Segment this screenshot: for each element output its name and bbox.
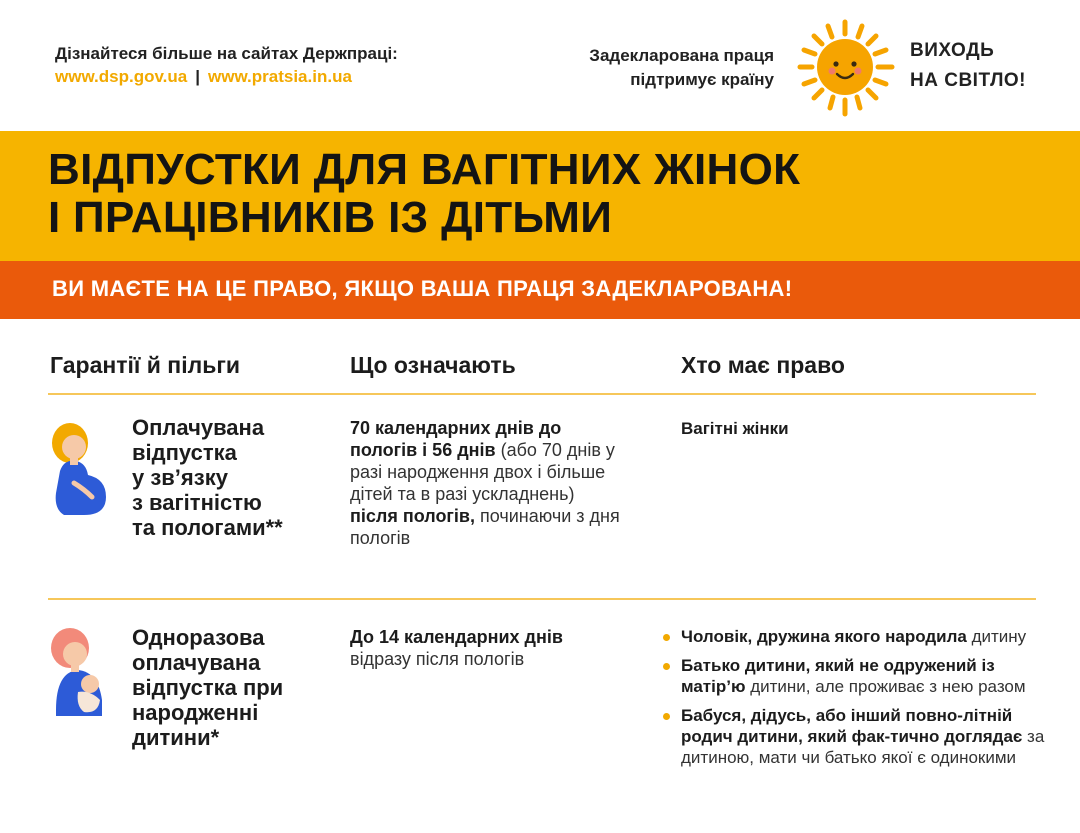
benefit-title-line: дитини* [132,725,220,750]
meaning-bold: 70 календарних днів до пологів і 56 днів [350,418,562,460]
list-item-bold: Бабуся, дідусь, або інший повно-літній родич дитини, який фак-тично доглядає [681,706,1023,746]
row-divider [48,598,1036,600]
column-header-eligible: Хто має право [681,352,845,378]
benefit-title-line: та пологами** [132,515,283,540]
meaning-text: відразу після пологів [350,649,525,669]
pregnant-woman-icon [44,413,114,523]
meaning-text: починаючи з дня пологів [350,506,620,548]
campaign-line-2: НА СВІТЛО! [910,70,1027,91]
benefit-title-childbirth [132,625,332,750]
page-title [48,146,800,242]
campaign-line-1: ВИХОДЬ [910,40,995,61]
link-separator: | [195,67,200,86]
column-header-benefits: Гарантії й пільги [50,352,241,378]
site-link-pratsia[interactable]: www.pratsia.in.ua [208,67,352,86]
eligible-maternity [681,418,1051,439]
benefit-title-line: Оплачувана [132,415,265,440]
benefit-title-line: оплачувана [132,650,261,675]
benefit-title-maternity [132,415,332,540]
slogan-line-2: підтримує країну [630,70,774,89]
benefit-title-line: відпустка [132,440,237,465]
header-divider [48,393,1036,395]
meaning-text: (або 70 днів у разі народження двох і більше дітей та в разі ускладнень) [350,440,615,504]
list-item-text: дитину [966,627,1027,646]
sun-logo-icon [790,10,900,120]
list-item-bold: Батько дитини, який не одружений із матір’ю [681,656,995,696]
title-line-2: І ПРАЦІВНИКІВ ІЗ ДІТЬМИ [48,193,613,242]
mother-with-baby-icon [44,620,114,730]
campaign-name [910,36,1026,96]
list-item [663,626,1053,647]
list-item-text: дитини, але проживає з нею разом [745,677,1026,696]
title-line-1: ВІДПУСТКИ ДЛЯ ВАГІТНИХ ЖІНОК [48,145,801,194]
list-item [663,705,1053,768]
site-link-dsp[interactable]: www.dsp.gov.ua [55,67,188,86]
meaning-bold: після пологів, [350,506,475,526]
benefit-title-line: з вагітністю [132,490,262,515]
benefit-title-line: у зв’язку [132,465,228,490]
column-header-meaning: Що означають [350,352,516,378]
slogan [520,44,774,92]
slogan-line-1: Задекларована праця [589,46,774,65]
benefit-title-line: Одноразова [132,625,265,650]
list-item [663,655,1053,697]
learn-more-text: Дізнайтеся більше на сайтах Держпраці: [55,44,398,63]
meaning-childbirth [350,626,590,670]
list-item-bold: Чоловік, дружина якого народила [681,627,967,646]
page-subtitle: ВИ МАЄТЕ НА ЦЕ ПРАВО, ЯКЩО ВАША ПРАЦЯ ЗАДЕКЛАРОВАНА! [52,276,793,301]
website-links [55,67,352,87]
benefit-title-line: відпустка при [132,675,284,700]
eligible-childbirth-list [663,626,1053,776]
meaning-bold: До 14 календарних днів [350,627,563,647]
eligible-text: Вагітні жінки [681,419,789,438]
list-item-text: за дитиною, мати чи батько якої є одинокими [681,727,1045,767]
meaning-maternity [350,417,625,549]
benefit-title-line: народженні [132,700,259,725]
